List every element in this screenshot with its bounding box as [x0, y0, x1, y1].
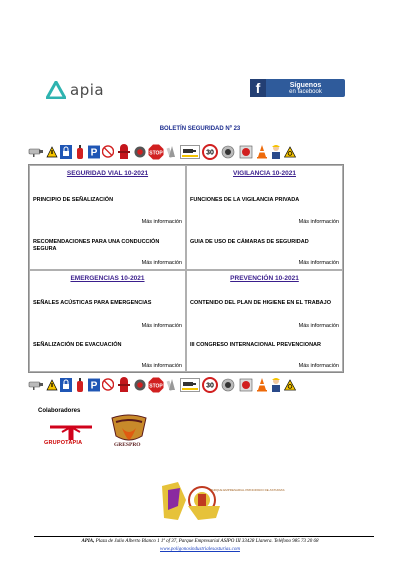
stop-sign-icon [148, 143, 164, 160]
padlock-icon [60, 376, 72, 393]
grespro-logo[interactable] [108, 414, 150, 444]
parking-icon [88, 376, 100, 393]
hazard-warning-icon [46, 143, 58, 160]
section-seguridad-vial [29, 165, 186, 270]
bulletin-title: BOLETÍN SEGURIDAD Nº 23 [159, 126, 241, 132]
biohazard-icon [284, 376, 296, 393]
fire-extinguisher-icon [74, 143, 86, 160]
more-info-link[interactable]: Más información [298, 219, 339, 225]
speed-limit-icon [202, 376, 218, 393]
item-title-vigilancia-privada: FUNCIONES DE LA VIGILANCIA PRIVADA [190, 197, 300, 203]
fire-hydrant-icon [116, 376, 132, 393]
item-title-conduccion-segura: RECOMENDACIONES PARA UNA CONDUCCIÓN SEGURA [33, 239, 160, 252]
speed-limit-icon [202, 143, 218, 160]
cctv-sign-icon [180, 143, 200, 160]
safety-worker-icon [270, 376, 282, 393]
grupo-tapia-name: GRUPOTAPIA [44, 440, 83, 446]
svg-text:30: 30 [206, 149, 214, 156]
cctv-camera-icon [28, 376, 44, 393]
cctv-camera-icon [28, 143, 44, 160]
siren-icon [134, 376, 146, 393]
more-info-link[interactable]: Más información [298, 323, 339, 329]
item-title-plan-higiene: CONTENIDO DEL PLAN DE HIGIENE EN EL TRABAJO [190, 300, 331, 306]
no-entry-icon [102, 143, 114, 160]
more-info-link[interactable]: Más información [298, 260, 339, 266]
facebook-icon: f [250, 79, 266, 97]
emblem-caption: PARQUE EMPRESARIAL PRINCIPADO DE ASTURIAS [210, 488, 285, 492]
fire-extinguisher-icon [74, 376, 86, 393]
more-info-link[interactable]: Más información [298, 363, 339, 369]
padlock-icon [60, 143, 72, 160]
svg-text:P: P [90, 147, 98, 159]
item-title-principio-senalizacion: PRINCIPIO DE SEÑALIZACIÓN [33, 197, 114, 203]
facebook-label-line1: Síguenos [289, 81, 322, 89]
section-vigilancia [186, 165, 343, 270]
siren-icon [134, 143, 146, 160]
hazard-warning-icon [46, 376, 58, 393]
header [0, 0, 400, 110]
safety-icon-strip-bottom [28, 376, 346, 394]
apia-logo[interactable] [46, 81, 104, 99]
collaborators-label: Colaboradores [38, 408, 81, 414]
item-title-senales-acusticas: SEÑALES ACÚSTICAS PARA EMERGENCIAS [33, 300, 152, 306]
bulletin-grid [28, 164, 344, 373]
footer-address [0, 539, 400, 544]
traffic-cone-icon [256, 143, 268, 160]
svg-text:STOP: STOP [149, 383, 163, 389]
footer-website-link[interactable]: www.poligonosindustrialesasturias.com [160, 547, 240, 552]
safety-icon-strip-top [28, 143, 346, 161]
svg-text:STOP: STOP [149, 150, 163, 156]
traffic-cone-icon [256, 376, 268, 393]
footer-divider [34, 536, 374, 537]
dome-camera-icon [220, 143, 236, 160]
svg-text:30: 30 [206, 382, 214, 389]
safety-worker-icon [270, 143, 282, 160]
cctv-sign-icon [180, 376, 200, 393]
biohazard-icon [284, 143, 296, 160]
alarm-button-icon [238, 143, 254, 160]
apia-logo-text: apia [70, 81, 105, 99]
parque-empresarial-emblem [158, 480, 236, 524]
section-emergencias [29, 270, 186, 372]
stop-sign-icon [148, 376, 164, 393]
section-title-vigilancia[interactable]: VIGILANCIA 10-2021 [233, 170, 296, 177]
item-title-camaras-seguridad: GUIA DE USO DE CÁMARAS DE SEGURIDAD [190, 239, 309, 245]
footer-org: APIA, [81, 539, 95, 544]
item-title-senalizacion-evacuacion: SEÑALIZACIÓN DE EVACUACIÓN [33, 342, 122, 348]
section-title-seguridad-vial[interactable]: SEGURIDAD VIAL 10-2021 [66, 170, 149, 177]
alarm-button-icon [238, 376, 254, 393]
grespro-name: GRESPRO [114, 442, 141, 448]
facebook-label-line2: en facebook [289, 88, 322, 95]
facebook-follow-button[interactable] [250, 79, 345, 97]
apia-triangle-icon [46, 81, 66, 99]
section-prevencion [186, 270, 343, 372]
section-title-prevencion[interactable]: PREVENCIÓN 10-2021 [230, 275, 299, 282]
more-info-link[interactable]: Más información [141, 323, 182, 329]
svg-text:P: P [90, 380, 98, 392]
no-entry-icon [102, 376, 114, 393]
dome-camera-icon [220, 376, 236, 393]
more-info-link[interactable]: Más información [141, 219, 182, 225]
traffic-cone-icon [166, 376, 178, 393]
more-info-link[interactable]: Más información [141, 260, 182, 266]
traffic-cone-icon [166, 143, 178, 160]
more-info-link[interactable]: Más información [141, 363, 182, 369]
fire-hydrant-icon [116, 143, 132, 160]
item-title-congreso-prevencionar: III CONGRESO INTERNACIONAL PREVENCIONAR [190, 342, 321, 348]
footer-address-text: Plaza de Julio Alberto Blanco 1 1º of 37, Parque Empresarial ASIPO III 33428 Llanera. Teléfono 985 73 20 68 [94, 539, 319, 544]
parking-icon [88, 143, 100, 160]
section-title-emergencias[interactable]: EMERGENCIAS 10-2021 [70, 275, 145, 282]
